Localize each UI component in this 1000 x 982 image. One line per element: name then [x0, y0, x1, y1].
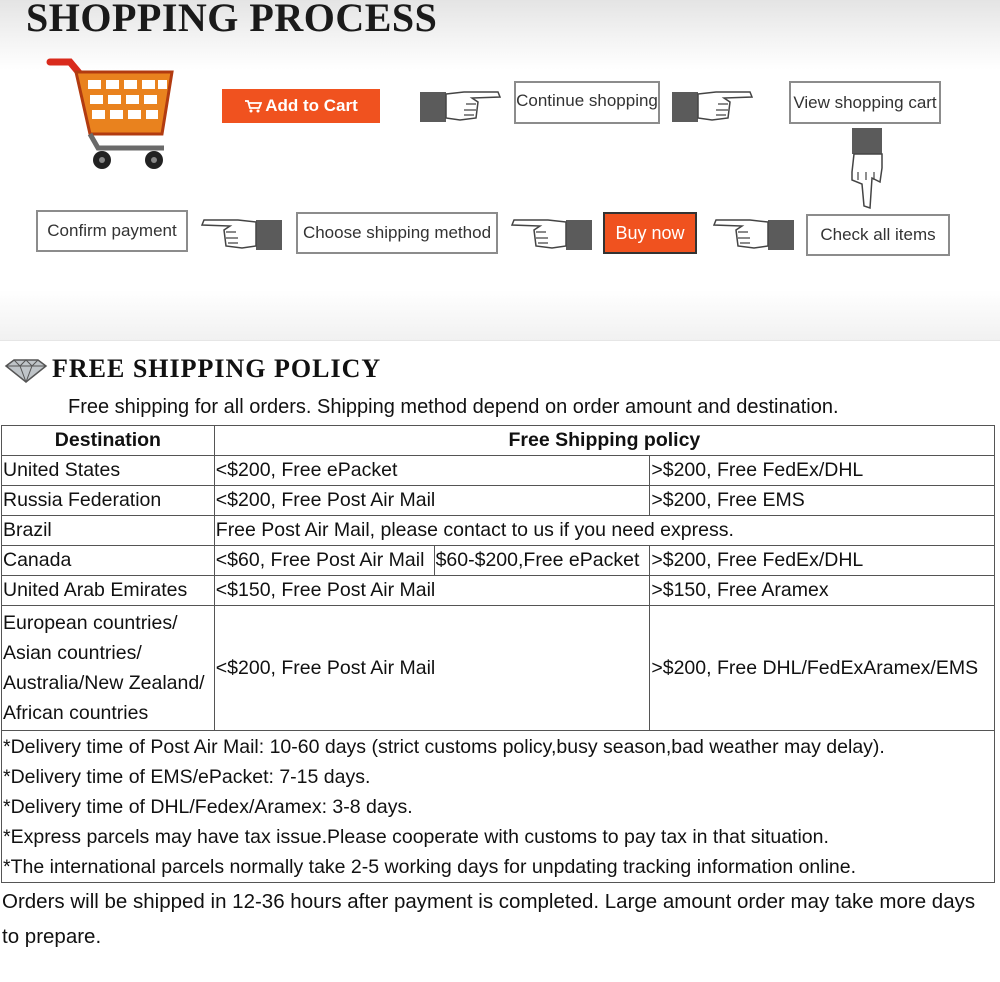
- hand-pointing-left-icon: [510, 216, 592, 252]
- hand-pointing-right-icon: [672, 88, 754, 124]
- notes-row: [2, 731, 995, 883]
- buy-now-button[interactable]: [603, 212, 697, 254]
- policy-cell: <$200, Free Post Air Mail: [214, 606, 650, 731]
- note-line: *Express parcels may have tax issue.Please cooperate with customs to pay tax in that situation.: [3, 826, 829, 848]
- hand-pointing-left-icon: [200, 216, 282, 252]
- note-line: *Delivery time of Post Air Mail: 10-60 days (strict customs policy,busy season,bad weather may delay).: [3, 736, 885, 758]
- policy-cell: >$200, Free DHL/FedExAramex/EMS: [650, 606, 995, 731]
- add-to-cart-button[interactable]: [222, 89, 380, 123]
- view-shopping-cart-step[interactable]: [789, 81, 941, 124]
- policy-cell: >$200, Free FedEx/DHL: [650, 546, 995, 576]
- destination-cell: United States: [2, 456, 215, 486]
- destination-cell: Brazil: [2, 516, 215, 546]
- note-line: *The international parcels normally take 2-5 working days for unpdating tracking information online.: [3, 856, 857, 878]
- policy-cell: <$150, Free Post Air Mail: [214, 576, 650, 606]
- policy-cell: >$200, Free FedEx/DHL: [650, 456, 995, 486]
- destination-line: Australia/New Zealand/: [3, 672, 205, 694]
- destination-line: African countries: [3, 702, 149, 724]
- table-row: [2, 516, 995, 546]
- policy-cell: Free Post Air Mail, please contact to us if you need express.: [214, 516, 994, 546]
- choose-shipping-method-label: Choose shipping method: [302, 223, 492, 242]
- buy-now-label: Buy now: [615, 222, 685, 243]
- policy-cell: <$60, Free Post Air Mail: [214, 546, 434, 576]
- destination-cell: United Arab Emirates: [2, 576, 215, 606]
- destination-cell: Russia Federation: [2, 486, 215, 516]
- choose-shipping-method-step[interactable]: [296, 212, 498, 254]
- notes-cell: [2, 731, 995, 883]
- hand-pointing-left-icon: [712, 216, 794, 252]
- continue-shopping-step[interactable]: [514, 81, 660, 124]
- policy-subtitle: Free shipping for all orders. Shipping method depend on order amount and destination.: [68, 396, 839, 418]
- shopping-cart-icon: [46, 52, 176, 174]
- policy-title: FREE SHIPPING POLICY: [52, 354, 382, 383]
- destination-line: Asian countries/: [3, 642, 142, 664]
- table-row: [2, 456, 995, 486]
- shopping-process-title: SHOPPING PROCESS: [26, 0, 438, 40]
- section-divider: [0, 340, 1000, 341]
- table-row: [2, 546, 995, 576]
- hand-pointing-down-icon: [848, 128, 888, 210]
- table-row: [2, 576, 995, 606]
- view-shopping-cart-label: View shopping cart: [793, 92, 937, 112]
- shipping-policy-table: [1, 425, 995, 883]
- policy-cell: <$200, Free Post Air Mail: [214, 486, 650, 516]
- table-row: [2, 606, 995, 731]
- policy-cell: <$200, Free ePacket: [214, 456, 650, 486]
- diamond-icon: [4, 358, 48, 384]
- policy-cell: >$150, Free Aramex: [650, 576, 995, 606]
- policy-cell: >$200, Free EMS: [650, 486, 995, 516]
- destination-cell: Canada: [2, 546, 215, 576]
- table-header-row: [2, 426, 995, 456]
- check-all-items-label: Check all items: [820, 225, 936, 244]
- note-line: *Delivery time of DHL/Fedex/Aramex: 3-8 days.: [3, 796, 413, 818]
- destination-line: European countries/: [3, 612, 178, 634]
- note-line: *Delivery time of EMS/ePacket: 7-15 days.: [3, 766, 371, 788]
- table-row: [2, 486, 995, 516]
- check-all-items-step[interactable]: [806, 214, 950, 256]
- shopping-process-section: [0, 0, 1000, 340]
- hand-pointing-right-icon: [420, 88, 502, 124]
- continue-shopping-label: Continue shopping: [516, 91, 658, 110]
- cart-small-icon: [244, 99, 262, 113]
- closing-note: Orders will be shipped in 12-36 hours after payment is completed. Large amount order may take more days to prepare.: [2, 890, 976, 948]
- policy-cell: $60-$200,Free ePacket: [434, 546, 650, 576]
- policy-header: Free Shipping policy: [214, 426, 994, 456]
- destination-header: Destination: [2, 426, 215, 456]
- confirm-payment-step[interactable]: [36, 210, 188, 252]
- destination-cell: [2, 606, 215, 731]
- confirm-payment-label: Confirm payment: [47, 221, 177, 240]
- add-to-cart-label: Add to Cart: [265, 96, 358, 115]
